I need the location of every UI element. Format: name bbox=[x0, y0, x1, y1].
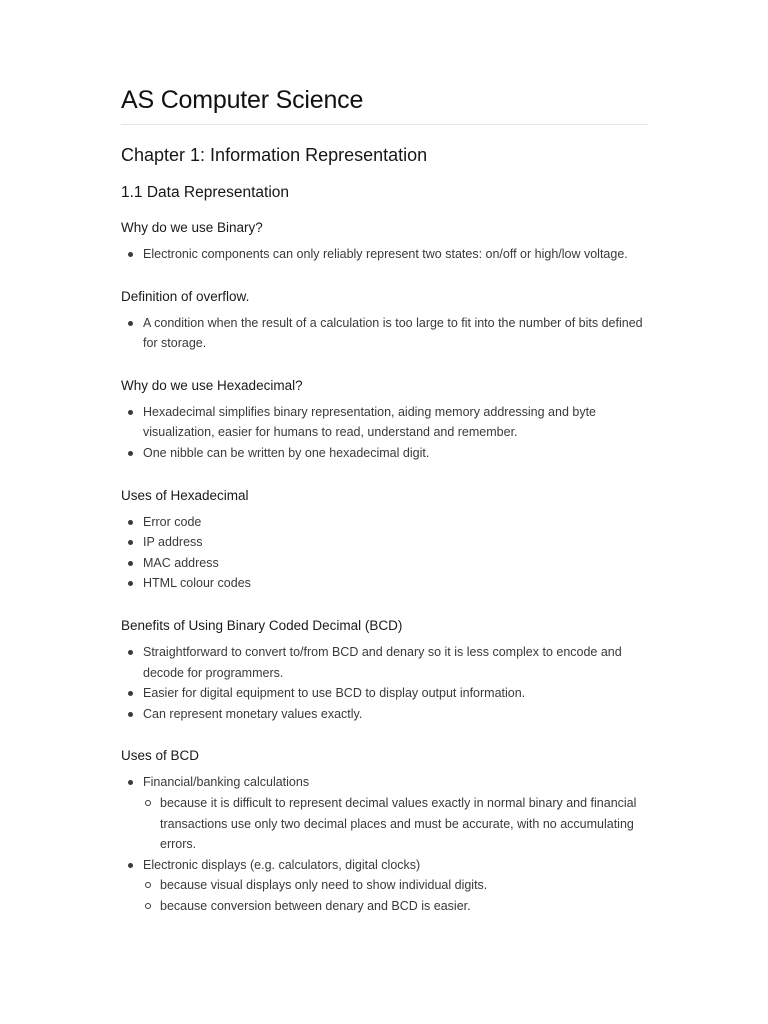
list-item: Easier for digital equipment to use BCD to display output information. bbox=[143, 683, 648, 704]
chapter-heading: Chapter 1: Information Representation bbox=[121, 145, 428, 165]
page-title: AS Computer Science bbox=[121, 86, 364, 114]
section-overflow bbox=[121, 287, 648, 354]
section-heading: Uses of Hexadecimal bbox=[121, 487, 249, 503]
list-item: One nibble can be written by one hexadecimal digit. bbox=[143, 443, 648, 464]
bullet-list bbox=[121, 244, 648, 265]
sub-list-item: because it is difficult to represent decimal values exactly in normal binary and financial transactions use only two decimal places and must be accurate, with no accumulating errors. bbox=[160, 793, 648, 855]
list-item-text: Electronic displays (e.g. calculators, digital clocks) bbox=[143, 857, 421, 872]
list-item bbox=[143, 855, 648, 917]
sub-bullet-list bbox=[143, 875, 648, 916]
bullet-list bbox=[121, 642, 648, 724]
section-heading: Benefits of Using Binary Coded Decimal (BCD) bbox=[121, 617, 403, 633]
sub-list-item: because conversion between denary and BCD is easier. bbox=[160, 896, 648, 917]
list-item: HTML colour codes bbox=[143, 573, 648, 594]
title-divider bbox=[121, 124, 648, 125]
subsection-heading: 1.1 Data Representation bbox=[121, 184, 290, 201]
sub-bullet-list bbox=[143, 793, 648, 855]
bullet-list bbox=[121, 313, 648, 354]
list-item: A condition when the result of a calculation is too large to fit into the number of bits defined for storage. bbox=[143, 313, 648, 354]
section-heading: Why do we use Binary? bbox=[121, 220, 263, 235]
bullet-list bbox=[121, 772, 648, 916]
list-item: Can represent monetary values exactly. bbox=[143, 704, 648, 725]
section-bcd-benefits bbox=[121, 616, 648, 724]
section-bcd-uses bbox=[121, 746, 648, 916]
section-hexadecimal bbox=[121, 376, 648, 464]
list-item: Error code bbox=[143, 512, 648, 533]
section-heading: Uses of BCD bbox=[121, 748, 200, 764]
list-item: Electronic components can only reliably represent two states: on/off or high/low voltage. bbox=[143, 244, 648, 265]
list-item-text: Financial/banking calculations bbox=[143, 775, 310, 790]
document-content bbox=[121, 84, 648, 916]
section-heading: Why do we use Hexadecimal? bbox=[121, 377, 303, 393]
list-item bbox=[143, 772, 648, 854]
list-item: Straightforward to convert to/from BCD and denary so it is less complex to encode and decode for programmers. bbox=[143, 642, 648, 683]
bullet-list bbox=[121, 512, 648, 594]
list-item: MAC address bbox=[143, 553, 648, 574]
bullet-list bbox=[121, 402, 648, 464]
list-item: IP address bbox=[143, 532, 648, 553]
list-item: Hexadecimal simplifies binary representation, aiding memory addressing and byte visualization, easier for humans to read, understand and remember. bbox=[143, 402, 648, 443]
section-binary bbox=[121, 218, 648, 265]
sub-list-item: because visual displays only need to show individual digits. bbox=[160, 875, 648, 896]
section-heading: Definition of overflow. bbox=[121, 288, 250, 304]
section-hex-uses bbox=[121, 486, 648, 594]
